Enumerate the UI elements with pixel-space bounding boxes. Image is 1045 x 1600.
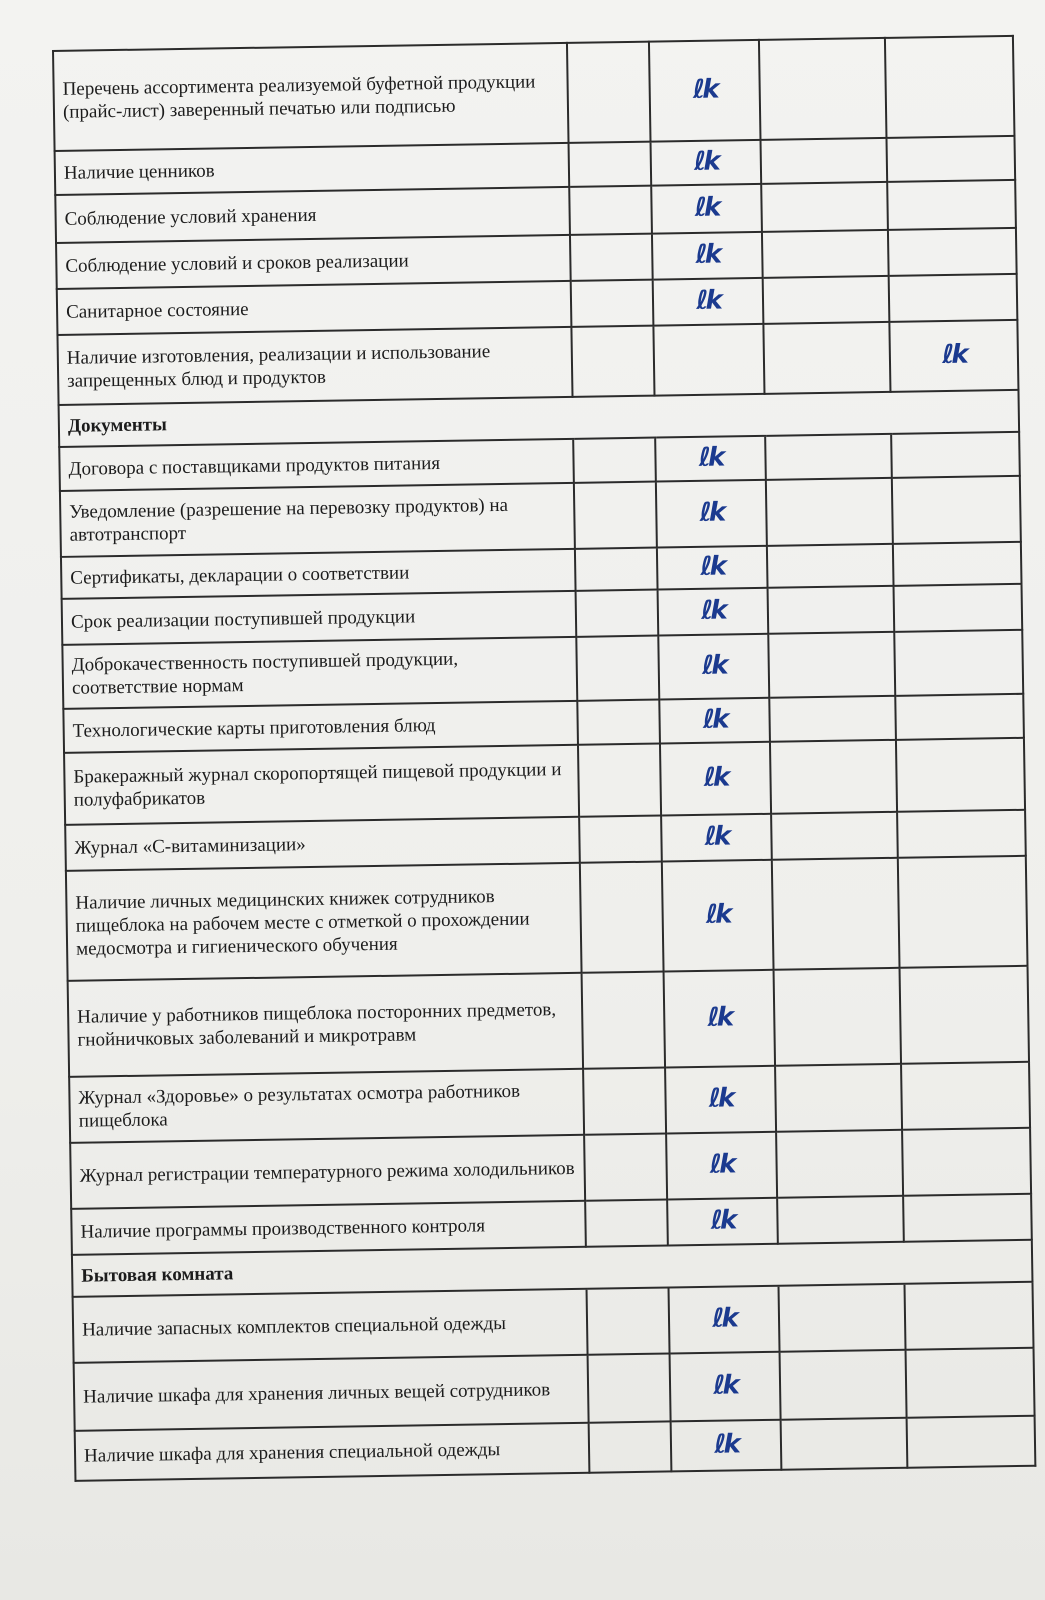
section-blank-cell xyxy=(890,390,1019,434)
check-cell-col-4 xyxy=(763,322,890,394)
check-cell-col-2 xyxy=(585,1199,668,1246)
handwritten-checkmark: ℓk xyxy=(710,1204,735,1236)
criterion-label: Доброкачественность поступившей продукции, соответствие нормам xyxy=(62,637,577,709)
check-cell-col-3 xyxy=(671,1420,782,1472)
criterion-label: Бракеражный журнал скоропортящей пищевой продукции и полуфабрикатов xyxy=(64,745,579,825)
check-cell-col-2 xyxy=(571,280,654,327)
check-cell-col-5 xyxy=(901,1062,1030,1130)
check-cell-col-3 xyxy=(649,40,761,142)
handwritten-checkmark: ℓk xyxy=(700,595,725,626)
checklist-body xyxy=(53,36,1035,1481)
handwritten-checkmark: ℓk xyxy=(708,1082,733,1114)
check-cell-col-2 xyxy=(583,1067,666,1134)
check-cell-col-3 xyxy=(662,860,774,972)
handwritten-checkmark: ℓk xyxy=(695,285,721,316)
handwritten-checkmark: ℓk xyxy=(692,74,717,105)
section-blank-cell xyxy=(668,1244,779,1288)
criterion-label: Технологические карты приготовления блюд xyxy=(63,701,578,753)
check-cell-col-4 xyxy=(760,138,887,184)
check-cell-col-5 xyxy=(894,584,1023,632)
section-blank-cell xyxy=(655,394,766,438)
criterion-label: Санитарное состояние xyxy=(57,281,572,335)
check-cell-col-4 xyxy=(771,812,898,860)
check-cell-col-2 xyxy=(579,816,662,863)
check-cell-col-4 xyxy=(765,434,892,480)
check-cell-col-4 xyxy=(768,632,895,698)
check-cell-col-4 xyxy=(763,276,890,324)
check-cell-col-2 xyxy=(587,1287,670,1354)
check-cell-col-2 xyxy=(577,700,660,745)
handwritten-checkmark: ℓk xyxy=(702,703,727,735)
check-cell-col-3 xyxy=(658,634,769,700)
criterion-label: Договора с поставщиками продуктов питания xyxy=(59,439,574,491)
criterion-label: Соблюдение условий хранения xyxy=(55,187,570,243)
criterion-label: Журнал «Здоровье» о результатах осмотра работников пищеблока xyxy=(69,1069,584,1143)
handwritten-checkmark: ℓk xyxy=(941,339,966,370)
check-cell-col-4 xyxy=(778,1284,905,1352)
check-cell-col-4 xyxy=(780,1350,907,1420)
handwritten-checkmark: ℓk xyxy=(713,1428,738,1460)
criterion-label: Уведомление (разрешение на перевозку продуктов) на автотранспорт xyxy=(60,483,575,557)
check-cell-col-2 xyxy=(575,548,658,591)
criterion-label: Наличие личных медицинских книжек сотрудников пищеблока на рабочем месте с отметкой о прохождении медосмотра и гигиенического обучения xyxy=(66,863,582,981)
handwritten-checkmark: ℓk xyxy=(700,551,725,582)
criterion-label: Сертификаты, декларации о соответствии xyxy=(61,549,576,599)
check-cell-col-5 xyxy=(886,136,1015,182)
check-cell-col-3 xyxy=(657,546,768,590)
check-cell-col-5 xyxy=(895,694,1024,740)
handwritten-checkmark: ℓk xyxy=(698,442,723,473)
section-blank-cell xyxy=(764,392,891,436)
check-cell-col-5 xyxy=(892,476,1021,544)
criterion-label: Наличие ценников xyxy=(55,143,570,195)
check-cell-col-4 xyxy=(762,230,889,278)
check-cell-col-4 xyxy=(781,1418,908,1470)
check-cell-col-5 xyxy=(904,1282,1033,1350)
check-cell-col-2 xyxy=(576,636,659,701)
check-cell-col-2 xyxy=(573,438,656,483)
criterion-label: Срок реализации поступившей продукции xyxy=(62,591,577,645)
criterion-label: Наличие программы производственного контроля xyxy=(71,1201,586,1255)
check-cell-col-2 xyxy=(570,234,653,281)
handwritten-checkmark: ℓk xyxy=(709,1148,734,1180)
checklist-sheet xyxy=(52,35,1034,1482)
check-cell-col-5 xyxy=(889,320,1018,392)
check-cell-col-5 xyxy=(902,1128,1031,1196)
checklist-table xyxy=(52,35,1036,1482)
check-cell-col-4 xyxy=(774,968,901,1066)
section-title: Документы xyxy=(59,397,574,447)
check-cell-col-5 xyxy=(896,738,1025,812)
check-cell-col-5 xyxy=(907,1416,1036,1468)
check-cell-col-3 xyxy=(659,698,770,744)
check-cell-col-4 xyxy=(767,544,894,588)
check-cell-col-3 xyxy=(652,232,763,280)
check-cell-col-5 xyxy=(893,542,1022,586)
check-cell-col-3 xyxy=(667,1198,778,1246)
check-cell-col-3 xyxy=(670,1352,781,1422)
check-cell-col-2 xyxy=(569,186,652,235)
check-cell-col-5 xyxy=(887,180,1016,230)
check-cell-col-2 xyxy=(569,142,652,187)
check-cell-col-3 xyxy=(669,1286,780,1354)
check-cell-col-4 xyxy=(761,182,888,232)
criterion-label: Наличие шкафа для хранения личных вещей сотрудников xyxy=(74,1355,589,1431)
check-cell-col-5 xyxy=(903,1194,1032,1242)
check-cell-col-4 xyxy=(769,696,896,742)
check-cell-col-5 xyxy=(906,1348,1035,1418)
check-cell-col-3 xyxy=(660,742,771,816)
checklist-row xyxy=(66,856,1028,981)
check-cell-col-3 xyxy=(651,184,762,234)
handwritten-checkmark: ℓk xyxy=(695,239,720,270)
criterion-label: Перечень ассортимента реализуемой буфетной продукции (прайс-лист) заверенный печатью или подписью xyxy=(53,43,569,151)
check-cell-col-2 xyxy=(571,326,654,397)
criterion-label: Журнал регистрации температурного режима холодильников xyxy=(70,1135,585,1209)
check-cell-col-2 xyxy=(574,482,657,549)
criterion-label: Наличие шкафа для хранения специальной одежды xyxy=(75,1423,590,1481)
check-cell-col-2 xyxy=(582,972,665,1069)
check-cell-col-4 xyxy=(759,38,887,140)
criterion-label: Соблюдение условий и сроков реализации xyxy=(56,235,571,289)
handwritten-checkmark: ℓk xyxy=(707,1001,732,1033)
check-cell-col-4 xyxy=(768,586,895,634)
handwritten-checkmark: ℓk xyxy=(693,146,718,177)
section-blank-cell xyxy=(573,396,656,439)
check-cell-col-5 xyxy=(897,810,1026,858)
check-cell-col-3 xyxy=(665,1066,776,1134)
section-title: Бытовая комната xyxy=(72,1247,587,1297)
handwritten-checkmark: ℓk xyxy=(704,820,729,852)
handwritten-checkmark: ℓk xyxy=(694,192,719,223)
check-cell-col-3 xyxy=(658,588,769,636)
checklist-row xyxy=(68,966,1029,1077)
handwritten-checkmark: ℓk xyxy=(713,1369,738,1401)
check-cell-col-4 xyxy=(775,1064,902,1132)
check-cell-col-3 xyxy=(653,278,764,326)
check-cell-col-4 xyxy=(772,858,900,970)
check-cell-col-2 xyxy=(588,1353,671,1422)
check-cell-col-3 xyxy=(653,324,764,396)
handwritten-checkmark: ℓk xyxy=(699,497,724,528)
check-cell-col-2 xyxy=(580,862,664,973)
check-cell-col-3 xyxy=(666,1132,777,1200)
section-blank-cell xyxy=(778,1242,905,1286)
check-cell-col-2 xyxy=(584,1133,667,1200)
check-cell-col-5 xyxy=(889,274,1018,322)
check-cell-col-4 xyxy=(777,1196,904,1244)
check-cell-col-3 xyxy=(655,436,766,482)
check-cell-col-2 xyxy=(567,42,651,143)
checklist-row xyxy=(53,36,1014,151)
check-cell-col-5 xyxy=(900,966,1029,1064)
section-blank-cell xyxy=(586,1245,669,1288)
check-cell-col-2 xyxy=(589,1421,672,1472)
check-cell-col-4 xyxy=(770,740,897,814)
handwritten-checkmark: ℓk xyxy=(701,649,726,681)
check-cell-col-5 xyxy=(898,856,1028,968)
section-blank-cell xyxy=(904,1240,1033,1284)
check-cell-col-4 xyxy=(776,1130,903,1198)
check-cell-col-3 xyxy=(664,970,775,1068)
criterion-label: Журнал «С-витаминизации» xyxy=(65,817,580,871)
check-cell-col-2 xyxy=(578,744,661,817)
check-cell-col-5 xyxy=(894,630,1023,696)
handwritten-checkmark: ℓk xyxy=(711,1302,737,1334)
check-cell-col-5 xyxy=(888,228,1017,276)
check-cell-col-3 xyxy=(656,480,767,548)
check-cell-col-2 xyxy=(576,590,659,637)
criterion-label: Наличие запасных комплектов специальной одежды xyxy=(73,1289,588,1363)
handwritten-checkmark: ℓk xyxy=(705,898,730,930)
criterion-label: Наличие у работников пищеблока посторонних предметов, гнойничковых заболеваний и микротравм xyxy=(68,973,583,1077)
check-cell-col-3 xyxy=(651,140,762,186)
check-cell-col-5 xyxy=(885,36,1015,138)
handwritten-checkmark: ℓk xyxy=(703,761,728,793)
check-cell-col-4 xyxy=(766,478,893,546)
criterion-label: Наличие изготовления, реализации и использование запрещенных блюд и продуктов xyxy=(57,327,572,405)
check-cell-col-5 xyxy=(891,432,1020,478)
check-cell-col-3 xyxy=(661,814,772,862)
